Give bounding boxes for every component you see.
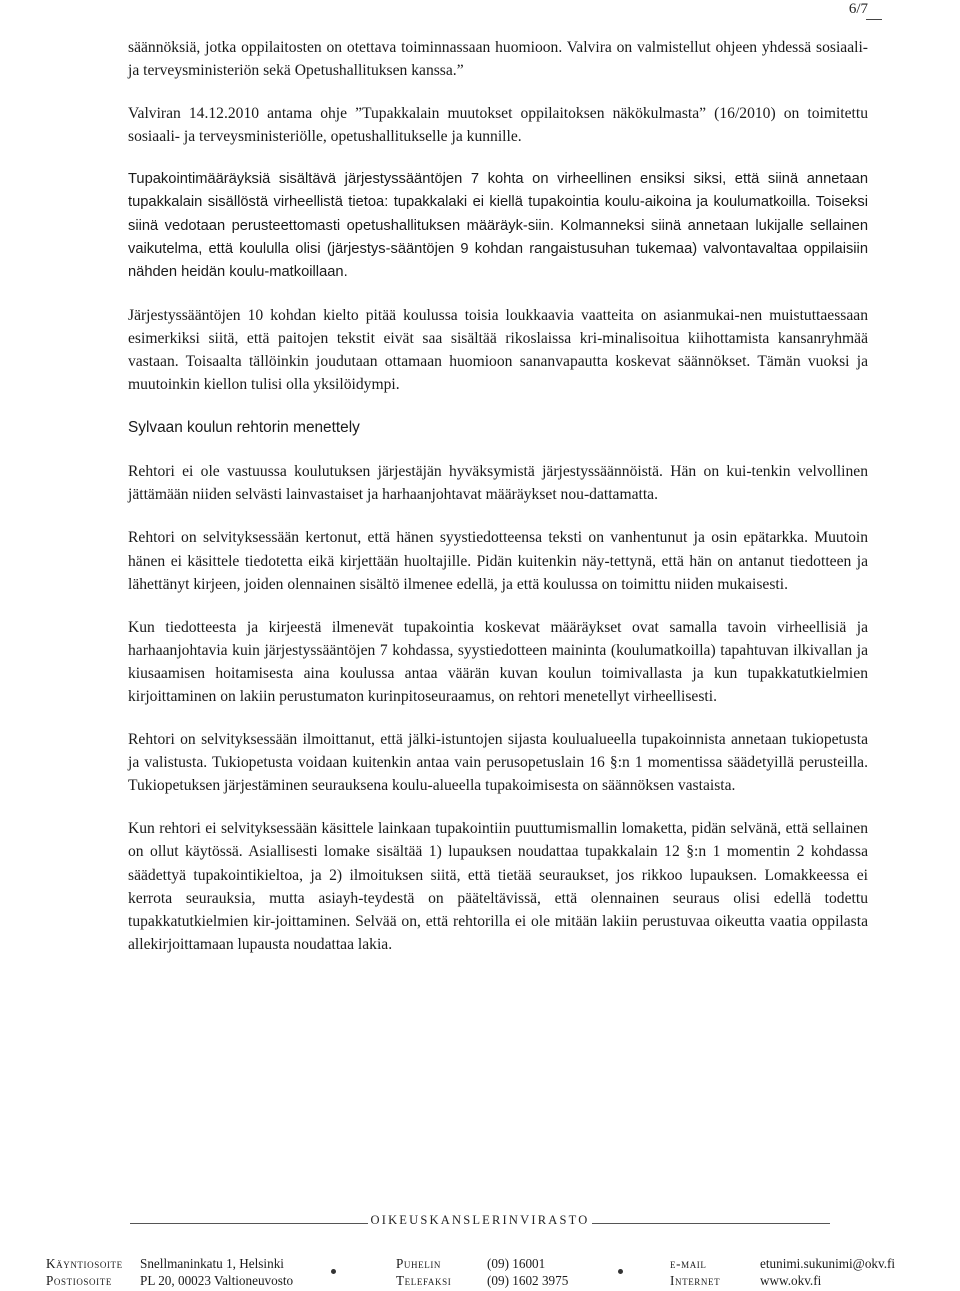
postal-address-label: Postiosoite [46, 1273, 112, 1288]
footer-bullet-1 [331, 1269, 336, 1274]
footer-divider-right [592, 1223, 830, 1224]
paragraph-2: Valviran 14.12.2010 antama ohje ”Tupakkalain muutokset oppilaitoksen näkökulmasta” (16/2010) on toimitettu sosiaali- ja terveysministeriölle, opetushallitukselle ja kunnille. [128, 105, 868, 146]
paragraph-6: Rehtori on selvityksessään kertonut, että hänen syystiedotteensa teksti on vanhentunut ja osin epätarkka. Muutoin hänen ei käsittele tiedotetta eikä kirjettään huoltajille. Pidän kuitenkin näy-tettynä, että hän on antanut tiedotteen ja lähettänyt kirjeen, joiden olennainen sisältö ilmenee edellä, ja että koulussa on toimittu niiden mukaisesti. [128, 529, 868, 593]
internet-label: Internet [670, 1273, 721, 1288]
website-link[interactable]: www.okv.fi [760, 1273, 822, 1288]
email-label: e-mail [670, 1256, 707, 1271]
footer-organization-name: OIKEUSKANSLERINVIRASTO [370, 1213, 590, 1227]
fax-number: (09) 1602 3975 [487, 1273, 569, 1288]
phone-label: Puhelin [396, 1256, 442, 1271]
email-address[interactable]: etunimi.sukunimi@okv.fi [760, 1256, 896, 1271]
paragraph-8: Rehtori on selvityksessään ilmoittanut, että jälki-istuntojen sijasta koulualueella tupakoinnista annetaan tukiopetusta ja valistusta. Tukiopetusta voidaan kuitenkin antaa vain perusopetuslain 16 §:n 1 momentissa säädetyillä perusteilla. Tukiopetuksen järjestäminen seurauksena koulu-alueella tupakoimisesta on säännöksen vastaista. [128, 731, 868, 795]
visiting-address: Snellmaninkatu 1, Helsinki [140, 1256, 284, 1271]
footer-letterhead [0, 1208, 960, 1238]
paragraph-5: Rehtori ei ole vastuussa koulutuksen järjestäjän hyväksymistä järjestyssäännöistä. Hän on kui-tenkin velvollinen jättämään niiden selvästi lainvastaiset ja harhaanjohtavat määräykset nou-dattamatta. [128, 463, 868, 504]
paragraph-3: Tupakointimääräyksiä sisältävä järjestyssääntöjen 7 kohta on virheellinen ensiksi siksi, että siinä annetaan tupakkalain sisällöstä virheellistä tietoa: tupakkalaki ei kiellä tupakointia koulu-aikoina ja koulumatkoilla. Toiseksi siinä vedotaan perusteettomasti opetushallituksen määräyk-siin. Kolmanneksi siinä annetaan lukijalle sellainen vaikutelma, että koululla olisi (järjestys-sääntöjen 9 kohdan rangaistusuhan tukemaa) valvontavaltaa oppilaisiin nähden heidän koulu-matkoillaan. [128, 171, 868, 280]
footer-contact-info [0, 1255, 960, 1291]
paragraph-1: säännöksiä, jotka oppilaitosten on otettava toiminnassaan huomioon. Valvira on valmistellut ohjeen yhdessä sosiaali- ja terveysministeriön sekä Opetushallituksen kanssa.” [128, 39, 868, 80]
visiting-address-label: Käyntiosoite [46, 1256, 123, 1271]
paragraph-4: Järjestyssääntöjen 10 kohdan kielto pitää koulussa toisia loukkaavia vaatteita on asianmukai-nen muistuttaessaan esimerkiksi siitä, että paitojen tekstit eivät saa sisältää rikoslaissa kri-minalisoitua kiihottamista kansanryhmää vastaan. Toisaalta tällöinkin joudutaan ottamaan huomioon sananvapautta koskevat säännökset. Tämän vuoksi ja muutoinkin kiellon tulisi olla yksilöidympi. [128, 306, 868, 394]
paragraph-7: Kun tiedotteesta ja kirjeestä ilmenevät tupakointia koskevat määräykset ovat samalla tavoin virheellisiä ja harhaanjohtavia kuin järjestyssääntöjen 7 kohdassa, syystiedotteen maininta (koulumatkoilla) tapahtuvan ilkivallan ja kiusaamisen hoitamisesta aina koulussa antaa väärän kuvan koulun toimivallasta ja kun tupakkatutkielmien kirjoittaminen on lakiin perustumaton kurinpitoseuraamus, on rehtori menetellyt virheellisesti. [128, 618, 868, 705]
postal-address: PL 20, 00023 Valtioneuvosto [140, 1273, 294, 1288]
footer-bullet-2 [618, 1269, 623, 1274]
page-number: 6/7 [848, 1, 868, 17]
document-body [128, 36, 868, 976]
paragraph-9: Kun rehtori ei selvityksessään käsittele lainkaan tupakointiin puuttumismallin lomaketta, pidän selvänä, että sellainen on ollut käytössä. Asiallisesti lomake sisältää 1) lupauksen noudattaa tupakkalain 12 §:n 1 momentin 2 kohdassa säädettyä tupakointikieltoa, ja 2) ilmoituksen siitä, että tietää seuraukset, jos rikkoo lupauksen. Lomakkeessa ei kerrota seurauksia, mutta asiayh-teydestä on pääteltävissä, että olennainen seuraus olisi edellä todettu tupakkatutkielmien kir-joittaminen. Selvää on, että rehtorilla ei ole mitään lakiin perustuvaa oikeutta vaatia oppilasta allekirjoittamaan lupausta noudattaa lakia. [128, 820, 868, 953]
phone-number: (09) 16001 [487, 1256, 546, 1271]
section-heading: Sylvaan koulun rehtorin menettely [128, 419, 360, 437]
fax-label: Telefaksi [396, 1273, 452, 1288]
footer-divider-left [130, 1223, 368, 1224]
page-number-underline [866, 19, 882, 20]
